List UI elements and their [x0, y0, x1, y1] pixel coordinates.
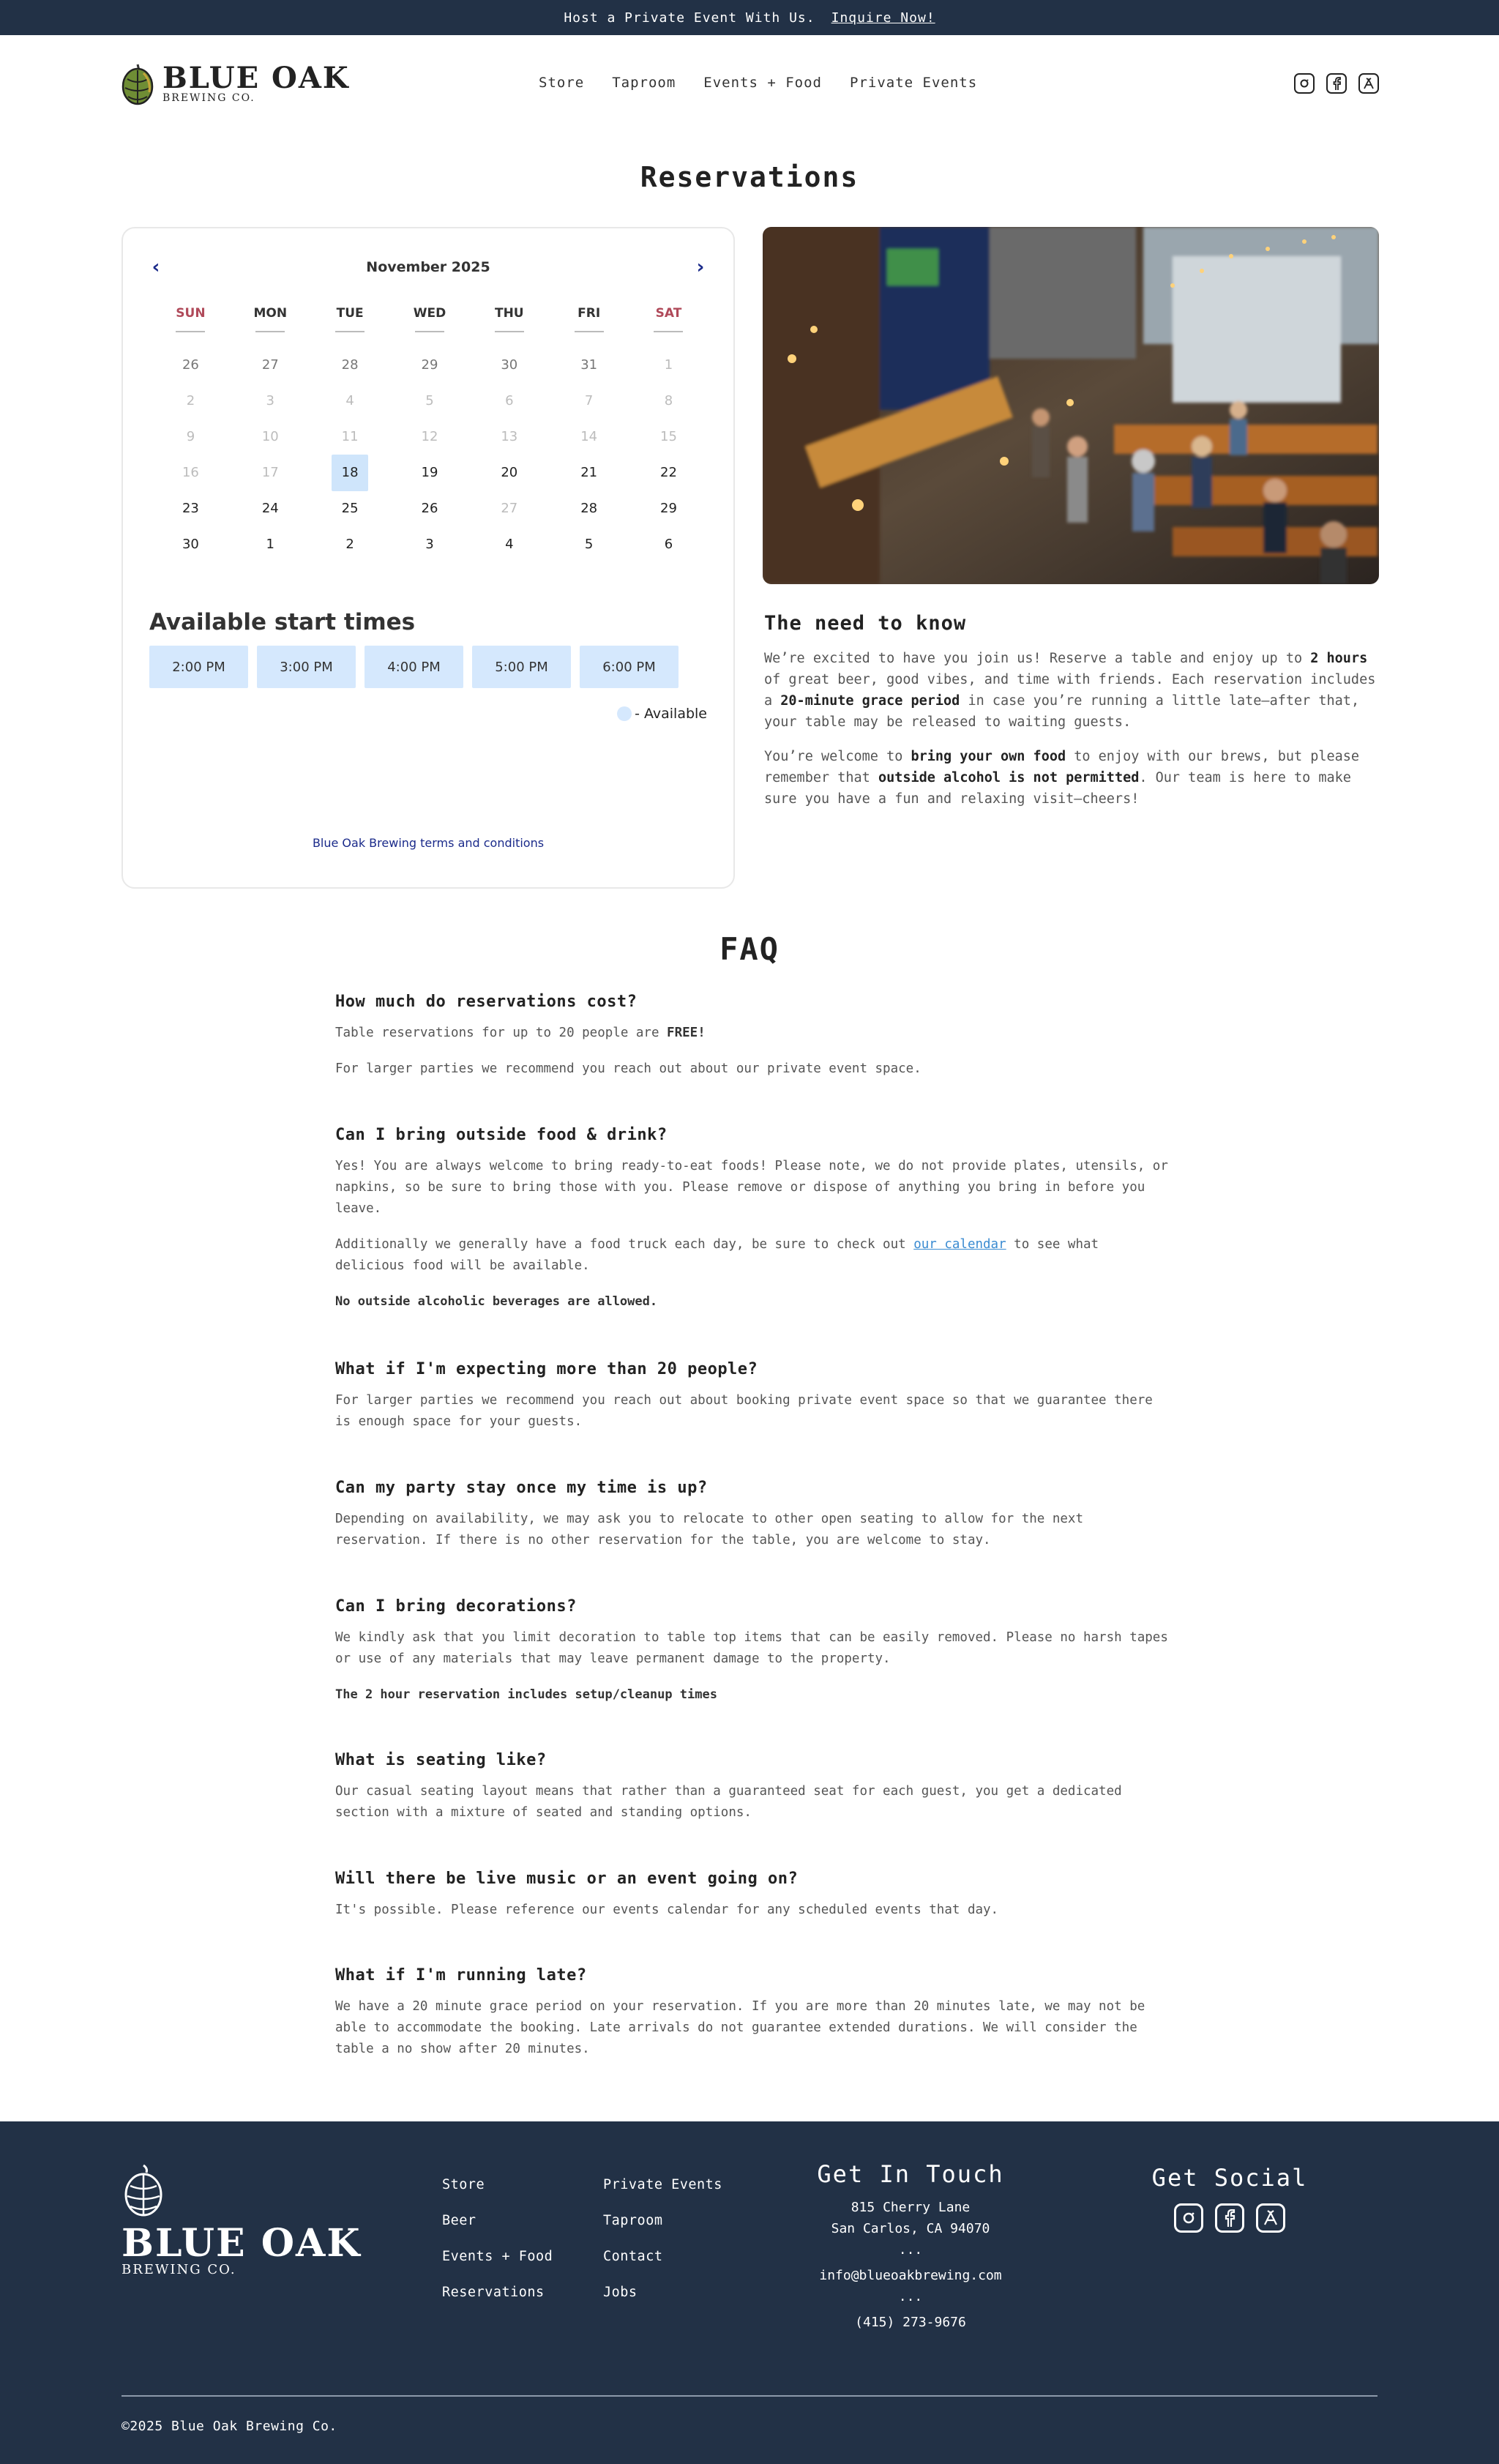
calendar-week [151, 419, 709, 455]
faq-answer: No outside alcoholic beverages are allowed. [335, 1294, 658, 1309]
dow-sun: SUN [151, 299, 231, 340]
calendar-day: 3 [266, 393, 274, 408]
prev-month-icon[interactable]: ‹ [152, 256, 160, 278]
main-nav [539, 75, 977, 91]
nav-private-events[interactable]: Private Events [850, 75, 978, 91]
calendar-day: 28 [341, 357, 359, 373]
dow-fri: FRI [549, 299, 629, 340]
need-to-know-title: The need to know [764, 612, 967, 635]
calendar-day[interactable]: 4 [505, 537, 514, 552]
footer-separator: ... [898, 2289, 923, 2304]
dow-wed: WED [390, 299, 470, 340]
header-social [1294, 73, 1379, 94]
footer-social-title: Get Social [1151, 2164, 1308, 2192]
faq-question: Can my party stay once my time is up? [335, 1479, 708, 1497]
footer-link-taproom[interactable]: Taproom [603, 2213, 663, 2228]
calendar-day: 30 [501, 357, 518, 373]
availability-legend [617, 706, 707, 722]
footer-divider [122, 2395, 1377, 2397]
faq-answer: Table reservations for up to 20 people are FREE! [335, 1026, 706, 1040]
hop-icon [122, 2164, 168, 2217]
faq-question: What if I'm expecting more than 20 people? [335, 1360, 758, 1378]
faq-question: How much do reservations cost? [335, 993, 638, 1011]
faq-question: What is seating like? [335, 1751, 547, 1769]
reservation-card [122, 227, 735, 889]
dow-tue: TUE [310, 299, 390, 340]
calendar-day: 15 [660, 429, 677, 444]
faq-answer: Our casual seating layout means that rather than a guaranteed seat for each guest, you get a dedicated section with a mixture of seated and standing options. [335, 1784, 1122, 1820]
calendar-header [123, 250, 733, 287]
footer-logo[interactable] [122, 2164, 362, 2277]
calendar-day: 27 [501, 501, 518, 516]
calendar-day[interactable]: 25 [341, 501, 359, 516]
time-slot-button[interactable]: 4:00 PM [365, 646, 463, 688]
footer-contact [808, 2160, 1013, 2333]
site-header [0, 35, 1499, 130]
calendar-day-selected[interactable]: 18 [310, 455, 390, 490]
faq-item-stay [335, 1479, 1170, 1566]
calendar-link[interactable]: our calendar [913, 1237, 1006, 1252]
calendar-day: 17 [261, 465, 279, 480]
faq-answer: It's possible. Please reference our events calendar for any scheduled events that day. [335, 1903, 999, 1917]
calendar-day: 6 [505, 393, 514, 408]
faq-question: Can I bring decorations? [335, 1597, 577, 1616]
brand-sub: BREWING CO. [162, 92, 255, 104]
calendar-day[interactable]: 2 [345, 537, 354, 552]
calendar-day: 9 [186, 429, 195, 444]
footer-link-events-food[interactable]: Events + Food [442, 2249, 553, 2264]
faq-answer: The 2 hour reservation includes setup/cleanup times [335, 1687, 717, 1702]
footer-brand-name: BLUE OAK [122, 2221, 362, 2266]
time-slot-button[interactable]: 5:00 PM [472, 646, 571, 688]
faq-answer: We have a 20 minute grace period on your reservation. If you are more than 20 minutes late, we may not be able to accommodate the booking. Late arrivals do not guarantee extended durations. We will consider the table a no show after 20 minutes. [335, 1999, 1145, 2056]
time-slots [149, 646, 679, 688]
time-slot-button[interactable]: 3:00 PM [257, 646, 356, 688]
facebook-icon[interactable] [1215, 2203, 1244, 2233]
calendar-day: 26 [182, 357, 199, 373]
calendar-day: 10 [261, 429, 279, 444]
dow-mon: MON [231, 299, 310, 340]
announcement-text: Host a Private Event With Us. [564, 10, 815, 26]
calendar-day[interactable]: 5 [584, 537, 594, 552]
footer-phone[interactable]: (415) 273-9676 [855, 2315, 966, 2330]
nav-taproom[interactable]: Taproom [612, 75, 676, 91]
calendar-day: 14 [580, 429, 598, 444]
faq-item-food [335, 1126, 1170, 1327]
footer-link-reservations[interactable]: Reservations [442, 2285, 545, 2300]
instagram-icon[interactable] [1294, 73, 1315, 94]
footer-social [1142, 2164, 1317, 2233]
calendar-day: 5 [425, 393, 434, 408]
footer-copyright: ©2025 Blue Oak Brewing Co. [122, 2419, 337, 2434]
calendar-day[interactable]: 21 [580, 465, 598, 480]
need-to-know-section [764, 612, 1380, 823]
site-footer [0, 2121, 1499, 2464]
calendar-day: 11 [341, 429, 359, 444]
calendar-day[interactable]: 3 [425, 537, 434, 552]
calendar-week [151, 526, 709, 562]
next-month-icon[interactable]: › [696, 256, 705, 278]
facebook-icon[interactable] [1326, 73, 1347, 94]
time-slot-button[interactable]: 6:00 PM [580, 646, 679, 688]
time-slot-button[interactable]: 2:00 PM [149, 646, 248, 688]
calendar-day: 2 [186, 393, 195, 408]
calendar-day[interactable]: 23 [182, 501, 199, 516]
footer-brand-sub: BREWING CO. [122, 2262, 236, 2277]
calendar-day: 16 [182, 465, 199, 480]
calendar-week [151, 347, 709, 383]
nav-store[interactable]: Store [539, 75, 585, 91]
brand-logo[interactable] [120, 61, 350, 107]
footer-link-store[interactable]: Store [442, 2177, 485, 2192]
faq-answer: Additionally we generally have a food truck each day, be sure to check out our calendar to see what delicious food will be available. [335, 1237, 1099, 1273]
faq-item-late [335, 1966, 1170, 2075]
footer-separator: ... [898, 2242, 923, 2258]
hop-icon [120, 63, 155, 105]
calendar-month: November 2025 [366, 259, 490, 275]
calendar-day[interactable]: 1 [266, 537, 274, 552]
faq-answer: For larger parties we recommend you reach out about our private event space. [335, 1061, 922, 1076]
faq-item-music [335, 1870, 1170, 1935]
faq-question: Will there be live music or an event going on? [335, 1870, 799, 1888]
footer-contact-title: Get In Touch [817, 2160, 1004, 2188]
dow-sat: SAT [629, 299, 709, 340]
faq-question: What if I'm running late? [335, 1966, 587, 1985]
available-times-title: Available start times [149, 609, 416, 635]
footer-link-private-events[interactable]: Private Events [603, 2177, 722, 2192]
calendar-day[interactable]: 26 [421, 501, 438, 516]
footer-address-1: 815 Cherry Lane [851, 2200, 971, 2215]
nav-events-food[interactable]: Events + Food [703, 75, 822, 91]
calendar-day: 1 [664, 357, 673, 373]
calendar-day: 31 [580, 357, 598, 373]
faq-title: FAQ [719, 931, 780, 967]
page-title: Reservations [640, 161, 859, 193]
untappd-icon[interactable] [1256, 2203, 1285, 2233]
calendar-day[interactable]: 28 [580, 501, 598, 516]
calendar-day: 7 [584, 393, 594, 408]
calendar-grid [151, 299, 709, 562]
taproom-photo [763, 227, 1379, 584]
need-to-know-paragraph-1: We’re excited to have you join us! Reserve a table and enjoy up to 2 hours of great beer, good vibes, and time with friends. Each reservation includes a 20-minute grace period in case you’re running a little late—after that, your table may be released to waiting guests. [764, 651, 1376, 730]
footer-email[interactable]: info@blueoakbrewing.com [819, 2268, 1002, 2283]
calendar-day[interactable]: 6 [664, 537, 673, 552]
inquire-link[interactable]: Inquire Now! [831, 10, 935, 26]
calendar-day: 12 [421, 429, 438, 444]
faq-item-cost [335, 993, 1170, 1094]
footer-link-jobs[interactable]: Jobs [603, 2285, 638, 2300]
calendar-week [151, 490, 709, 526]
calendar-day: 29 [421, 357, 438, 373]
faq-answer: We kindly ask that you limit decoration to table top items that can be easily removed. Please no harsh tapes or use of any materials that may leave permanent damage to the property. [335, 1630, 1168, 1666]
calendar-day: 27 [261, 357, 279, 373]
footer-link-beer[interactable]: Beer [442, 2213, 476, 2228]
faq-answer: Depending on availability, we may ask you to relocate to other open seating to allow for the next reservation. If there is no other reservation for the table, you are welcome to stay. [335, 1512, 1083, 1548]
calendar-day[interactable]: 24 [261, 501, 279, 516]
calendar-day: 13 [501, 429, 518, 444]
brand-name: BLUE OAK [162, 61, 350, 95]
calendar-day: 4 [345, 393, 354, 408]
dow-thu: THU [469, 299, 549, 340]
footer-link-contact[interactable]: Contact [603, 2249, 663, 2264]
calendar-day[interactable]: 20 [501, 465, 518, 480]
instagram-icon[interactable] [1174, 2203, 1203, 2233]
footer-links-1 [442, 2167, 553, 2310]
untappd-icon[interactable] [1358, 73, 1379, 94]
footer-address-2: San Carlos, CA 94070 [831, 2221, 990, 2236]
calendar-day[interactable]: 19 [421, 465, 438, 480]
terms-link[interactable]: Blue Oak Brewing terms and conditions [312, 836, 545, 850]
calendar-week [151, 383, 709, 419]
need-to-know-paragraph-2: You’re welcome to bring your own food to enjoy with our brews, but please remember that outside alcohol is not permitted. Our team is here to make sure you have a fun and relaxing visit—cheers! [764, 749, 1360, 807]
faq-item-decorations [335, 1597, 1170, 1720]
legend-label: - Available [635, 706, 707, 722]
faq-item-more-people [335, 1360, 1170, 1447]
footer-links-2 [603, 2167, 722, 2310]
calendar-day[interactable]: 29 [660, 501, 677, 516]
calendar-day[interactable]: 22 [660, 465, 677, 480]
calendar-day: 8 [664, 393, 673, 408]
faq-item-seating [335, 1751, 1170, 1838]
available-dot-icon [617, 706, 632, 721]
faq-answer: For larger parties we recommend you reach out about booking private event space so that we guarantee there is enough space for your guests. [335, 1393, 1153, 1429]
calendar-week [151, 455, 709, 490]
faq-question: Can I bring outside food & drink? [335, 1126, 668, 1144]
faq-answer: Yes! You are always welcome to bring ready-to-eat foods! Please note, we do not provide plates, utensils, or napkins, so be sure to bring those with you. Please remove or dispose of anything you bring in before you leave. [335, 1159, 1168, 1216]
calendar-day[interactable]: 30 [182, 537, 199, 552]
announcement-bar [0, 0, 1499, 35]
